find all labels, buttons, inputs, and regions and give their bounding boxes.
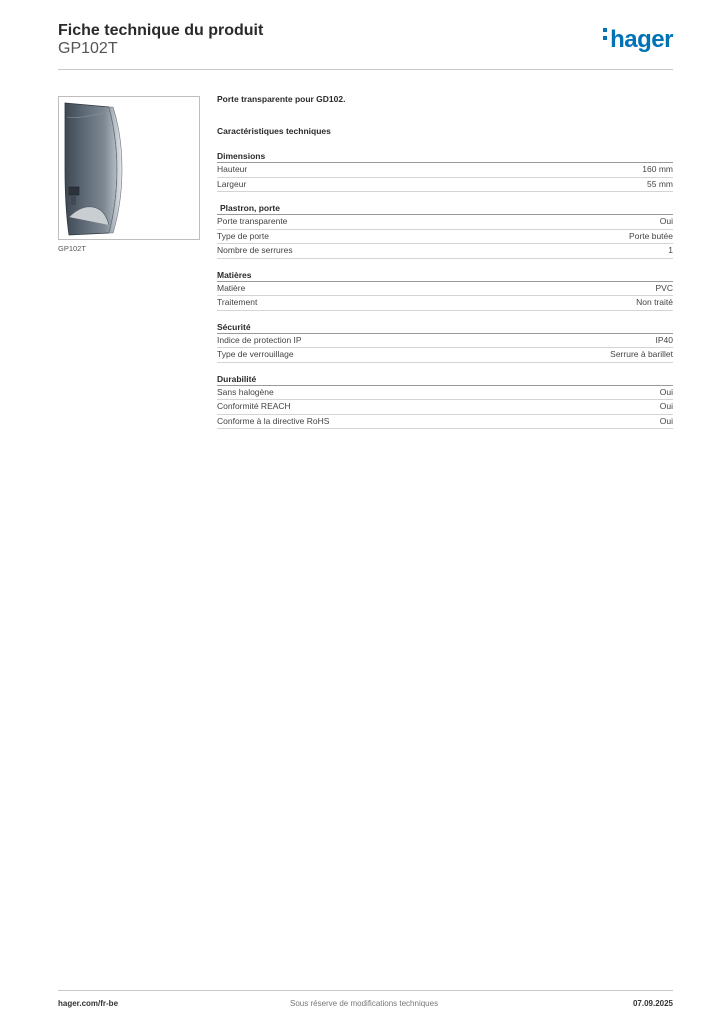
spec-row [217,415,673,430]
spec-row [217,400,673,415]
section-title: Sécurité [217,321,673,334]
page-header [58,22,673,70]
spec-value: IP40 [655,334,673,345]
spec-value: Non traité [636,297,673,307]
spec-value: Oui [659,386,673,397]
spec-value: 1 [668,245,673,255]
product-reference: GP102T [58,40,118,57]
spec-label: Indice de protection IP [217,334,302,345]
spec-row [217,282,673,297]
hager-logo [603,26,673,54]
spec-label: Type de verrouillage [217,349,294,359]
product-image [58,96,200,240]
page-footer [58,990,673,1008]
spec-row [217,230,673,245]
section-title: Dimensions [217,150,673,163]
spec-row [217,334,673,349]
spec-value: PVC [655,282,673,293]
spec-label: Largeur [217,178,247,189]
footer-date: 07.09.2025 [632,999,673,1008]
spec-label: Porte transparente [217,216,288,226]
spec-content [217,94,673,439]
spec-label: Traitement [217,297,258,307]
spec-row [217,215,673,230]
spec-value: 160 mm [642,164,673,174]
spec-label: Matière [217,282,246,293]
page-title: Fiche technique du produit [58,22,264,39]
spec-label: Hauteur [217,164,248,174]
spec-label: Conformité REACH [217,401,291,411]
section-durabilite [217,373,673,430]
spec-label: Type de porte [217,230,269,241]
footer-website-link[interactable]: hager.com/fr-be [58,999,119,1008]
image-caption: GP102T [58,244,86,253]
spec-value: 55 mm [647,178,673,189]
spec-row [217,348,673,363]
section-title: Matières [217,269,673,282]
logo-text: hager [610,26,673,53]
section-plastron-porte [217,202,673,259]
spec-row [217,386,673,401]
section-title: Plastron, porte [217,202,673,215]
section-securite [217,321,673,363]
logo-colon-icon [603,24,608,44]
spec-value: Oui [659,216,673,226]
spec-value: Porte butée [629,230,673,241]
characteristics-title: Caractéristiques techniques [217,126,331,136]
spec-label: Conforme à la directive RoHS [217,415,330,426]
footer-notice: Sous réserve de modifications techniques [290,999,439,1008]
section-dimensions [217,150,673,192]
spec-row [217,296,673,311]
spec-row [217,163,673,178]
product-description: Porte transparente pour GD102. [217,94,346,104]
spec-value: Serrure à barillet [610,349,673,359]
spec-row [217,244,673,259]
transparent-door-icon [59,97,199,239]
spec-value: Oui [659,415,673,426]
section-matieres [217,269,673,311]
spec-value: Oui [659,401,673,411]
spec-label: Sans halogène [217,386,274,397]
spec-label: Nombre de serrures [217,245,293,255]
spec-row [217,178,673,193]
section-title: Durabilité [217,373,673,386]
